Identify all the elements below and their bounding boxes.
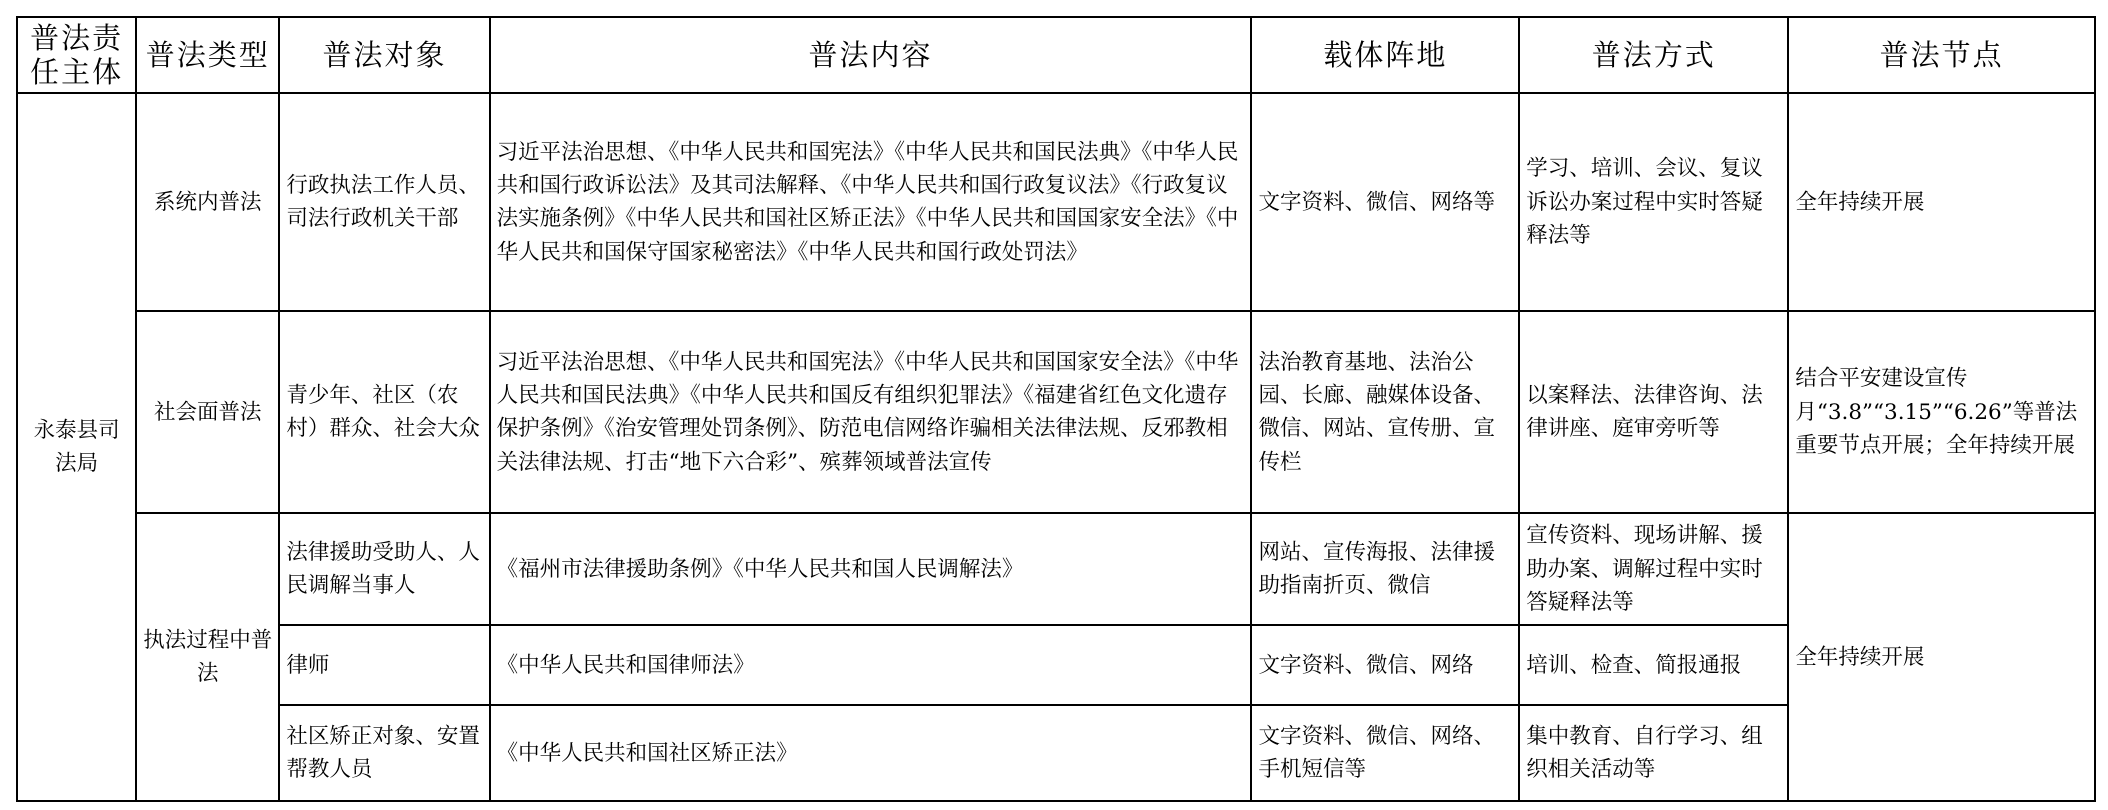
- subject-cell: 永泰县司法局: [17, 93, 136, 801]
- table-row: [17, 93, 2095, 311]
- carrier-cell: 法治教育基地、法治公园、长廊、融媒体设备、微信、网站、宣传册、宣传栏: [1251, 311, 1519, 513]
- target-cell: 律师: [279, 625, 489, 705]
- target-cell: 法律援助受助人、人民调解当事人: [279, 513, 489, 625]
- method-cell: 培训、检查、简报通报: [1519, 625, 1788, 705]
- header-carrier: 载体阵地: [1251, 17, 1519, 93]
- table-row: [17, 705, 2095, 801]
- carrier-cell: 文字资料、微信、网络等: [1251, 93, 1519, 311]
- type-cell: 系统内普法: [136, 93, 279, 311]
- content-cell: 习近平法治思想、《中华人民共和国宪法》《中华人民共和国民法典》《中华人民共和国行政诉讼法》及其司法解释、《中华人民共和国行政复议法》《行政复议法实施条例》《中华人民共和国社区矫正法》《中华人民共和国国家安全法》《中华人民共和国保守国家秘密法》《中华人民共和国行政处罚法》: [490, 93, 1252, 311]
- content-cell: 《中华人民共和国社区矫正法》: [490, 705, 1252, 801]
- target-cell: 青少年、社区（农村）群众、社会大众: [279, 311, 489, 513]
- law-publicity-table: [16, 16, 2096, 802]
- carrier-cell: 文字资料、微信、网络、手机短信等: [1251, 705, 1519, 801]
- content-cell: 习近平法治思想、《中华人民共和国宪法》《中华人民共和国国家安全法》《中华人民共和国民法典》《中华人民共和国反有组织犯罪法》《福建省红色文化遗存保护条例》《治安管理处罚条例》、防范电信网络诈骗相关法律法规、反邪教相关法律法规、打击“地下六合彩”、殡葬领域普法宣传: [490, 311, 1252, 513]
- node-cell: 全年持续开展: [1788, 93, 2095, 311]
- header-method: 普法方式: [1519, 17, 1788, 93]
- node-cell: 结合平安建设宣传月“3.8”“3.15”“6.26”等普法重要节点开展；全年持续开展: [1788, 311, 2095, 513]
- method-cell: 宣传资料、现场讲解、援助办案、调解过程中实时答疑释法等: [1519, 513, 1788, 625]
- target-cell: 社区矫正对象、安置帮教人员: [279, 705, 489, 801]
- type-cell: 执法过程中普法: [136, 513, 279, 801]
- header-target: 普法对象: [279, 17, 489, 93]
- header-subject: 普法责任主体: [17, 17, 136, 93]
- carrier-cell: 文字资料、微信、网络: [1251, 625, 1519, 705]
- node-cell: 全年持续开展: [1788, 513, 2095, 801]
- content-cell: 《福州市法律援助条例》《中华人民共和国人民调解法》: [490, 513, 1252, 625]
- header-content: 普法内容: [490, 17, 1252, 93]
- method-cell: 学习、培训、会议、复议诉讼办案过程中实时答疑释法等: [1519, 93, 1788, 311]
- method-cell: 集中教育、自行学习、组织相关活动等: [1519, 705, 1788, 801]
- type-cell: 社会面普法: [136, 311, 279, 513]
- content-cell: 《中华人民共和国律师法》: [490, 625, 1252, 705]
- carrier-cell: 网站、宣传海报、法律援助指南折页、微信: [1251, 513, 1519, 625]
- table-row: [17, 513, 2095, 625]
- method-cell: 以案释法、法律咨询、法律讲座、庭审旁听等: [1519, 311, 1788, 513]
- table-row: [17, 311, 2095, 513]
- header-row: [17, 17, 2095, 93]
- header-type: 普法类型: [136, 17, 279, 93]
- header-node: 普法节点: [1788, 17, 2095, 93]
- table-row: [17, 625, 2095, 705]
- target-cell: 行政执法工作人员、司法行政机关干部: [279, 93, 489, 311]
